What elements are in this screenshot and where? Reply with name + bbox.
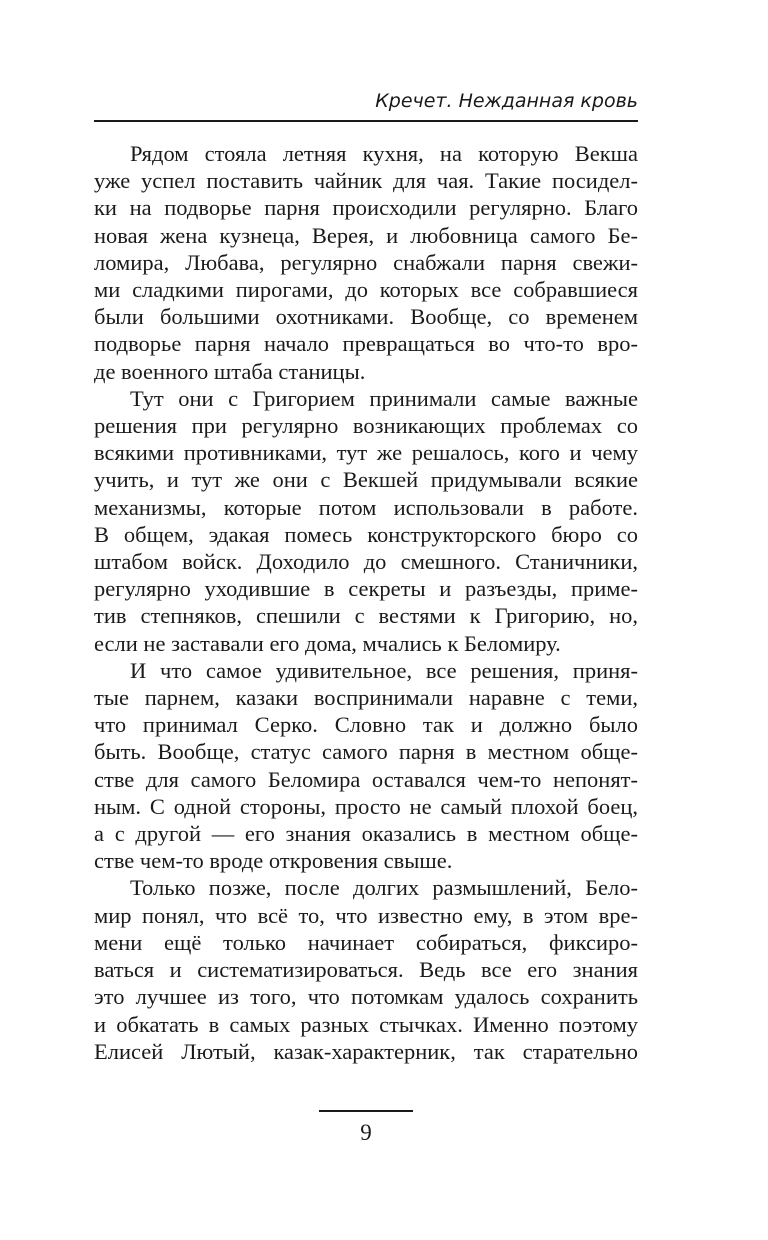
text-line: ломира, Любава, регулярно снабжали парня свежи-: [94, 249, 638, 275]
text-line: ми сладкими пирогами, до которых все собравшиеся: [94, 277, 638, 303]
text-line: быть. Вообще, статус самого парня в местном обще-: [94, 739, 638, 765]
text-line: всякими противниками, тут же решалось, кого и чему: [94, 440, 638, 466]
footer-rule: [319, 1110, 413, 1112]
text-line: и обкатать в самых разных стычках. Именно поэтому: [94, 1011, 638, 1037]
text-line: тые парнем, казаки воспринимали наравне с теми,: [94, 685, 638, 711]
text-line: стве для самого Беломира оставался чем-то непонят-: [94, 766, 638, 792]
text-line: решения при регулярно возникающих проблемах со: [94, 413, 638, 439]
text-line: подворье парня начало превращаться во что-то вро-: [94, 331, 638, 357]
header-rule: [94, 120, 638, 122]
text-line: а с другой — его знания оказались в местном обще-: [94, 821, 638, 847]
text-line: Тут они с Григорием принимали самые важные: [130, 385, 638, 411]
text-line: ным. С одной стороны, просто не самый плохой боец,: [94, 793, 638, 819]
paragraph: [94, 385, 638, 657]
text-line: регулярно уходившие в секреты и разъезды, приме-: [94, 576, 638, 602]
text-line: Только позже, после долгих размышлений, Бело-: [130, 875, 638, 901]
text-line: это лучшее из того, что потомкам удалось сохранить: [94, 984, 638, 1010]
paragraph: [94, 874, 638, 1064]
text-line: ваться и систематизироваться. Ведь все его знания: [94, 957, 638, 983]
text-line: уже успел поставить чайник для чая. Такие посидел-: [94, 168, 638, 194]
text-line: что принимал Серко. Словно так и должно было: [94, 712, 638, 738]
text-line: учить, и тут же они с Векшей придумывали всякие: [94, 467, 638, 493]
page-body: [94, 140, 638, 1065]
text-line: новая жена кузнеца, Верея, и любовница самого Бе-: [94, 222, 638, 248]
text-line: Рядом стояла летняя кухня, на которую Векша: [130, 141, 638, 166]
paragraph: [94, 140, 638, 385]
running-title: Кречет. Нежданная кровь: [375, 90, 638, 112]
text-line: мир понял, что всё то, что известно ему, в этом вре-: [94, 902, 638, 928]
text-line: И что самое удивительное, все решения, приня-: [130, 657, 638, 683]
text-line: мени ещё только начинает собираться, фиксиро-: [94, 929, 638, 955]
text-line: штабом войск. Доходило до смешного. Станичники,: [94, 549, 638, 575]
page-number: 9: [360, 1120, 372, 1145]
text-line: де военного штаба станицы.: [94, 358, 366, 384]
text-line: ки на подворье парня происходили регулярно. Благо: [94, 195, 638, 221]
text-line: если не заставали его дома, мчались к Беломиру.: [94, 630, 561, 656]
text-line: тив степняков, спешили с вестями к Григорию, но,: [94, 603, 638, 629]
text-line: В общем, эдакая помесь конструкторского бюро со: [94, 521, 638, 547]
text-line: механизмы, которые потом использовали в работе.: [94, 494, 638, 520]
paragraph: [94, 657, 638, 875]
text-line: были большими охотниками. Вообще, со временем: [94, 304, 638, 330]
text-line: стве чем-то вроде откровения свыше.: [94, 848, 453, 874]
text-line: Елисей Лютый, казак-характерник, так старательно: [94, 1038, 638, 1064]
